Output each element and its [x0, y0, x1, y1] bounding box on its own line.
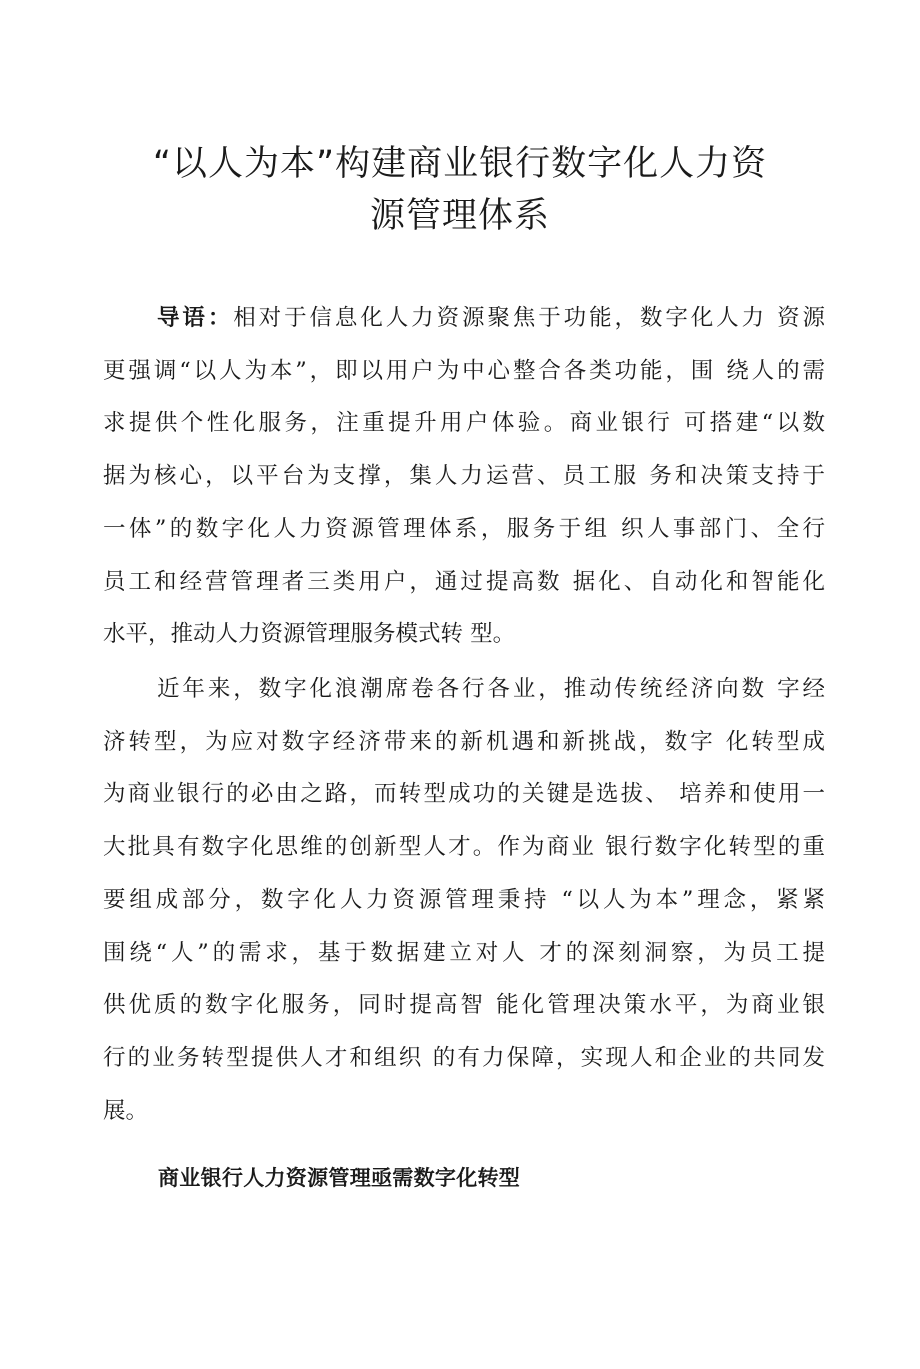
paragraph-line: 供优质的数字化服务，同时提高智 能化管理决策水平，为商业银 — [103, 992, 825, 1019]
paragraph-line: 展。 — [103, 1097, 149, 1124]
paragraph-line: 济转型，为应对数字经济带来的新机遇和新挑战，数字 化转型成 — [103, 728, 825, 755]
paragraph-line: 员工和经营管理者三类用户，通过提高数 据化、自动化和智能化 — [103, 568, 825, 595]
paragraph-line: 围绕“人”的需求，基于数据建立对人 才的深刻洞察，为员工提 — [103, 939, 825, 966]
document-title — [100, 138, 820, 242]
paragraph-line: 一体”的数字化人力资源管理体系，服务于组 织人事部门、全行 — [103, 515, 825, 542]
paragraph-line: 求提供个性化服务，注重提升用户体验。商业银行 可搭建“以数 — [103, 410, 825, 437]
paragraph-line: 大批具有数字化思维的创新型人才。作为商业 银行数字化转型的重 — [103, 834, 825, 861]
intro-label: 导语： — [157, 305, 234, 331]
intro-paragraph — [103, 292, 825, 661]
paragraph-line: 据为核心，以平台为支撑，集人力运营、员工服 务和决策支持于 — [103, 463, 825, 490]
title-line-2: 源管理体系 — [369, 196, 550, 236]
paragraph-line: 要组成部分，数字化人力资源管理秉持 “以人为本”理念，紧紧 — [103, 886, 825, 913]
paragraph-line: 水平，推动人力资源管理服务模式转 型。 — [103, 621, 516, 648]
paragraph-line: 行的业务转型提供人才和组织 的有力保障，实现人和企业的共同发 — [103, 1044, 825, 1071]
paragraph-line — [103, 292, 825, 345]
paragraph-line: 更强调“以人为本”，即以用户为中心整合各类功能，围 绕人的需 — [103, 357, 825, 384]
paragraph-line: 近年来，数字化浪潮席卷各行各业，推动传统经济向数 字经 — [157, 676, 825, 702]
section-heading: 商业银行人力资源管理亟需数字化转型 — [158, 1166, 521, 1190]
body-paragraph — [103, 663, 825, 1137]
paragraph-line: 为商业银行的必由之路，而转型成功的关键是选拔、 培养和使用一 — [103, 781, 825, 808]
title-line-1: “以人为本”构建商业银行数字化人力资 — [152, 144, 768, 184]
intro-line-text: 相对于信息化人力资源聚焦于功能，数字化人力 资源 — [233, 305, 825, 331]
